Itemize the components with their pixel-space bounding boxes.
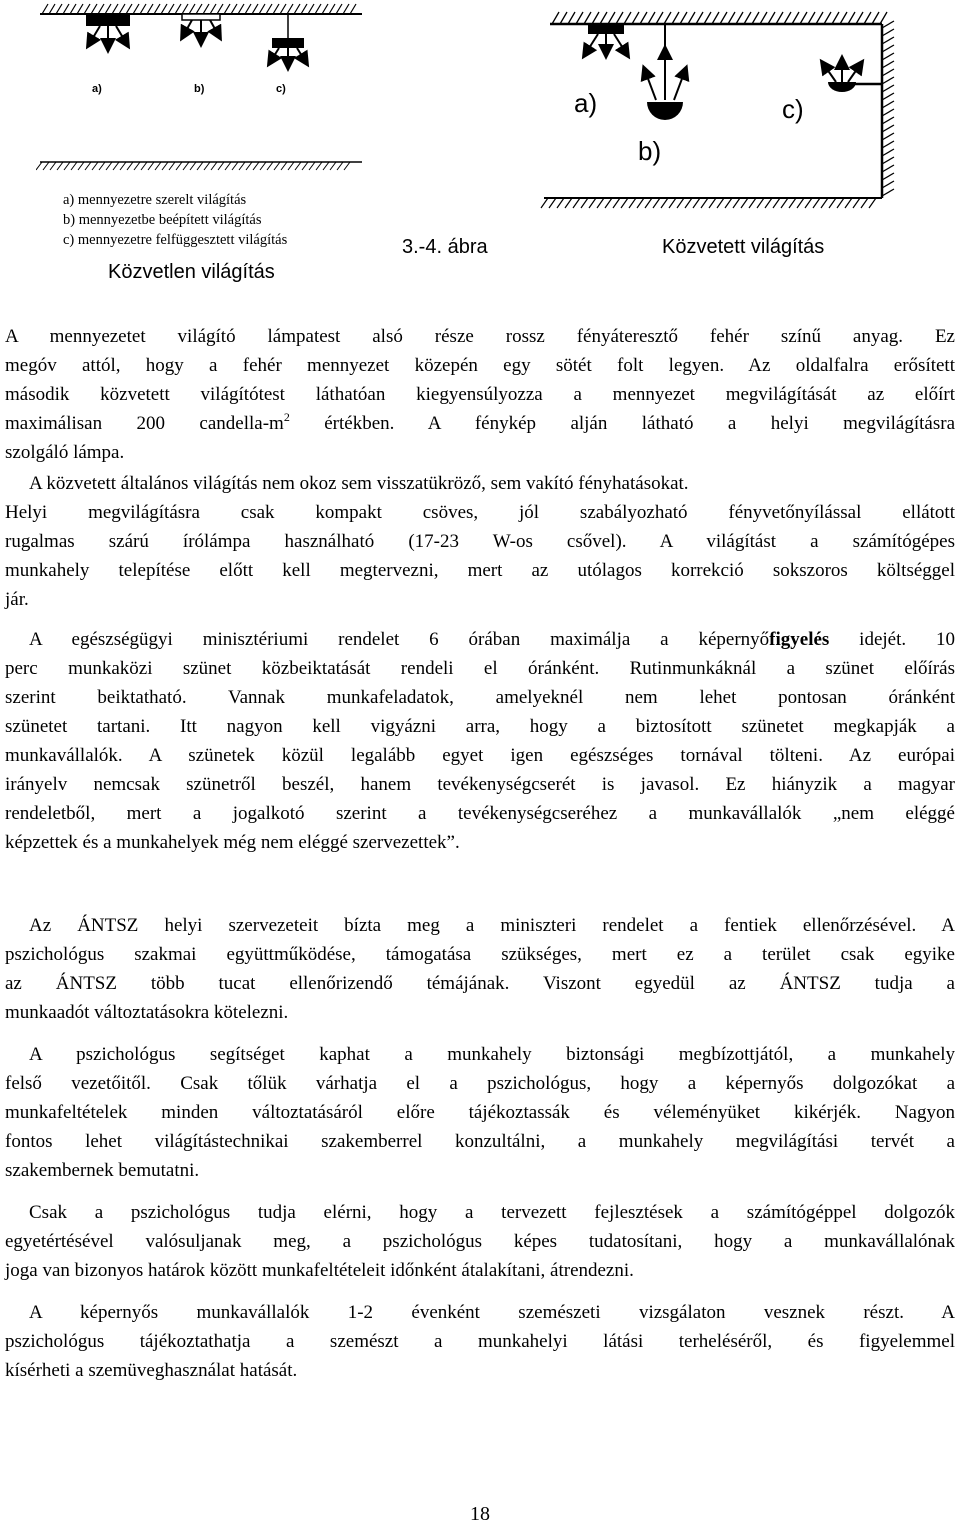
text-line: felső vezetőitől. Csak tőlük várhatja el a pszichológus, hogy a képernyős dolgozókat a [5, 1073, 955, 1094]
legend-item-b: b) mennyezetbe beépített világítás [63, 212, 262, 228]
text-line: munkahely telepítése előtt kell megtervezni, mert az utólagos korrekció sokszoros költséggel [5, 560, 955, 581]
paragraph-3 [5, 625, 955, 857]
text-line: rendeletből, mert a jogalkotó szerint a tevékenységcseréhez a munkavállalók „nem eléggé [5, 803, 955, 824]
paragraph-6 [5, 1198, 955, 1285]
legend-item-c: c) mennyezetre felfüggesztett világítás [63, 232, 288, 248]
text-line: joga van bizonyos határok között munkafeltételeit időnként átalakítani, átrendezni. [5, 1260, 634, 1281]
text-line: az ÁNTSZ több tucat ellenőrizendő témájának. Viszont egyedül az ÁNTSZ tudja a [5, 973, 955, 994]
text-line: A pszichológus segítséget kaphat a munkahely biztonsági megbízottjától, a munkahely [29, 1044, 955, 1065]
indirect-lighting-diagram [540, 8, 950, 218]
direct-lighting-diagram [36, 0, 366, 175]
paragraph-4 [5, 911, 955, 1027]
text-line: Az ÁNTSZ helyi szervezeteit bízta meg a miniszteri rendelet a fentiek ellenőrzésével. A [29, 915, 955, 936]
text-line: munkaadót változtatásokra kötelezni. [5, 1002, 289, 1023]
text-run: A egészségügyi minisztériumi rendelet 6 órában maximálja a képernyő [29, 629, 770, 650]
text-line: pszichológus tájékoztathatja a szemészt a munkahelyi látási terheléséről, és figyelemmel [5, 1331, 955, 1352]
label-b: b) [638, 136, 662, 166]
text-line: irányelv nemcsak szünetről beszél, hanem tevékenységcserét is javasol. Ez hiányzik a magyar [5, 774, 955, 795]
text-run: idejét. 10 [829, 629, 955, 650]
text-run: értékben. A fénykép alján látható a helyi megvilágításra [289, 413, 955, 434]
text-line: fontos lehet világítástechnikai szakemberrel konzultálni, a munkahely megvilágítási tervét a [5, 1131, 955, 1152]
fixture-c-icon [822, 58, 882, 92]
label-c: c) [782, 94, 804, 124]
text-line: második közvetett világítótest láthatóan kiegyensúlyozza a mennyezet megvilágítását az előírt [5, 384, 955, 405]
text-line [5, 409, 955, 438]
text-line: A közvetett általános világítás nem okoz sem visszatükröző, sem vakító fényhatásokat. [29, 473, 689, 494]
text-line: A mennyezetet világító lámpatest alsó része rossz fényáteresztő fehér színű anyag. Ez [5, 326, 955, 347]
bold-text: figyelés [769, 629, 830, 650]
text-line: képzettek és a munkahelyek még nem eléggé szervezettek”. [5, 832, 460, 853]
floor-line [541, 198, 882, 208]
label-a: a) [574, 88, 598, 118]
fixture-c-icon [269, 14, 307, 68]
text-line: rugalmas szárú írólámpa használható (17-23 W-os csővel). A világítást a számítógépes [5, 531, 955, 552]
fixture-a-icon [86, 14, 130, 50]
fixture-a-icon [584, 24, 628, 56]
text-line: pszichológus szakmai együttműködése, támogatása szükséges, mert ez a terület csak egyike [5, 944, 955, 965]
text-line: munkafeltételek minden változtatásáról előre tájékoztassák és véleményüket kikérjék. Nagyon [5, 1102, 955, 1123]
figure-legend [63, 190, 287, 250]
text-line: jár. [5, 589, 29, 610]
text-line [5, 625, 955, 654]
label-b: b) [194, 83, 205, 95]
text-line: Helyi megvilágításra csak kompakt csöves, jól szabályozható fényvetőnyílással ellátott [5, 502, 955, 523]
text-line: szakembernek bemutatni. [5, 1160, 200, 1181]
side-wall [882, 21, 894, 198]
text-line: megóv attól, hogy a fehér mennyezet közepén egy sötét folt legyen. Az oldalfalra erősített [5, 355, 955, 376]
paragraph-1 [5, 322, 955, 467]
text-line: kísérheti a szemüveghasználat hatását. [5, 1360, 298, 1381]
text-line: perc munkaközi szünet közbeiktatását rendeli el óránként. Rutinmunkáknál a szünet előírás [5, 658, 955, 679]
text-line: munkavállalók. A szünetek közül legalább egyet igen egészséges tornával tölteni. Az európai [5, 745, 955, 766]
text-line: szolgáló lámpa. [5, 442, 125, 463]
page-number: 18 [470, 1503, 490, 1525]
legend-item-a: a) mennyezetre szerelt világítás [63, 192, 247, 208]
paragraph-5 [5, 1040, 955, 1185]
text-line: egyetértésével valósuljanak meg, a pszichológus képes tudatosítani, hogy a munkavállalónak [5, 1231, 955, 1252]
ceiling-line [40, 4, 362, 14]
paragraph-2 [5, 469, 955, 614]
caption-direct-lighting: Közvetlen világítás [108, 261, 275, 283]
superscript: 2 [283, 410, 290, 424]
text-line: Csak a pszichológus tudja elérni, hogy a tervezett fejlesztések a számítógéppel dolgozók [29, 1202, 955, 1223]
text-line: szerint beiktatható. Vannak munkafeladatok, amelyeknél nem lehet pontosan óránként [5, 687, 955, 708]
ceiling-line [550, 12, 887, 24]
fixture-b-icon [182, 14, 220, 44]
figure-number: 3.-4. ábra [402, 236, 488, 258]
label-a: a) [92, 83, 102, 95]
fixture-b-icon [644, 24, 686, 120]
caption-indirect-lighting: Közvetett világítás [662, 236, 825, 258]
paragraph-7 [5, 1298, 955, 1385]
floor-line [36, 162, 362, 170]
text-line: A képernyős munkavállalók 1-2 évenként szemészeti vizsgálaton vesznek részt. A [29, 1302, 955, 1323]
text-run: maximálisan 200 candella-m [5, 413, 284, 434]
text-line: szünetet tartani. Itt nagyon kell vigyázni arra, hogy a biztosított szünetet megkapják a [5, 716, 955, 737]
label-c: c) [276, 83, 286, 95]
